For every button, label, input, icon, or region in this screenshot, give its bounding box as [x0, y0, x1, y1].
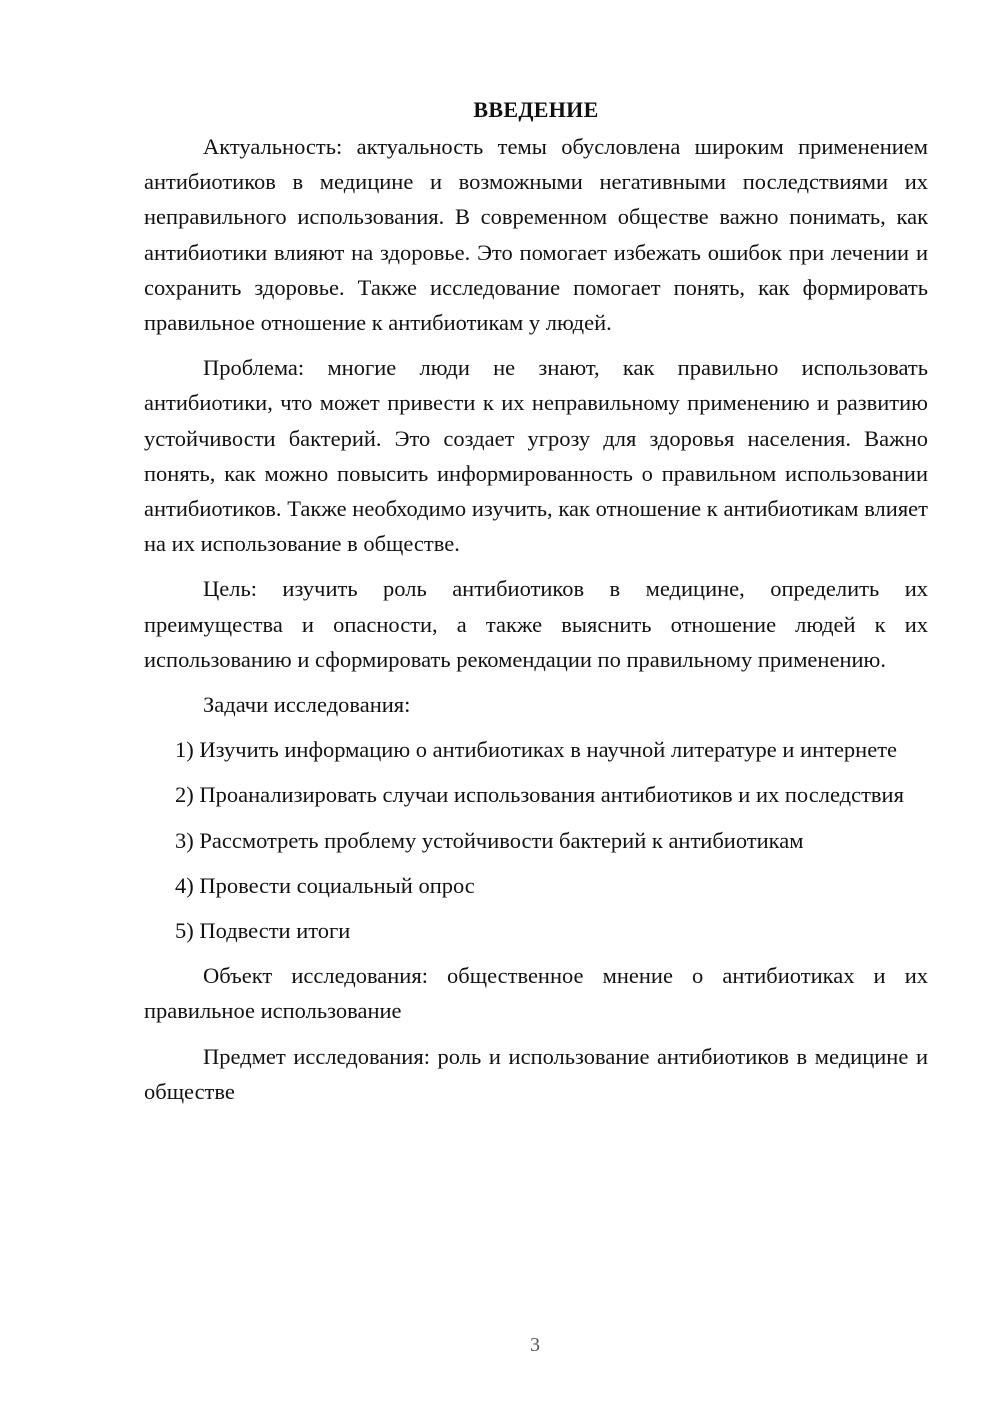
task-item-1: 1) Изучить информацию о антибиотиках в научной литературе и интернете	[175, 737, 898, 763]
document-body	[144, 92, 928, 1109]
paragraph-object: Объект исследования: общественное мнение о антибиотиках и их правильное использование	[144, 963, 928, 1024]
paragraph-relevance: Актуальность: актуальность темы обусловлена широким применением антибиотиков в медицине и возможными негативными последствиями их неправильного использования. В современном обществе важно понимать, как антибиотики влияют на здоровье. Это помогает избежать ошибок при лечении и сохранить здоровье. Также исследование помогает понять, как формировать правильное отношение к антибиотикам у людей.	[144, 134, 928, 336]
task-item-5: 5) Подвести итоги	[175, 918, 351, 944]
paragraph-goal: Цель: изучить роль антибиотиков в медицине, определить их преимущества и опасности, а также выяснить отношение людей к их использованию и сформировать рекомендации по правильному применению.	[144, 576, 928, 672]
section-title: ВВЕДЕНИЕ	[473, 97, 599, 122]
tasks-heading: Задачи исследования:	[203, 692, 411, 718]
task-item-4: 4) Провести социальный опрос	[175, 872, 475, 898]
page-number: 3	[530, 1334, 540, 1356]
paragraph-problem: Проблема: многие люди не знают, как правильно использовать антибиотики, что может привести к их неправильному применению и развитию устойчивости бактерий. Это создает угрозу для здоровья населения. Важно понять, как можно повысить информированность о правильном использовании антибиотиков. Также необходимо изучить, как отношение к антибиотикам влияет на их использование в обществе.	[144, 355, 928, 557]
paragraph-subject: Предмет исследования: роль и использование антибиотиков в медицине и обществе	[144, 1043, 928, 1104]
task-item-2: 2) Проанализировать случаи использования антибиотиков и их последствия	[175, 782, 904, 808]
task-item-3: 3) Рассмотреть проблему устойчивости бактерий к антибиотикам	[175, 827, 804, 853]
